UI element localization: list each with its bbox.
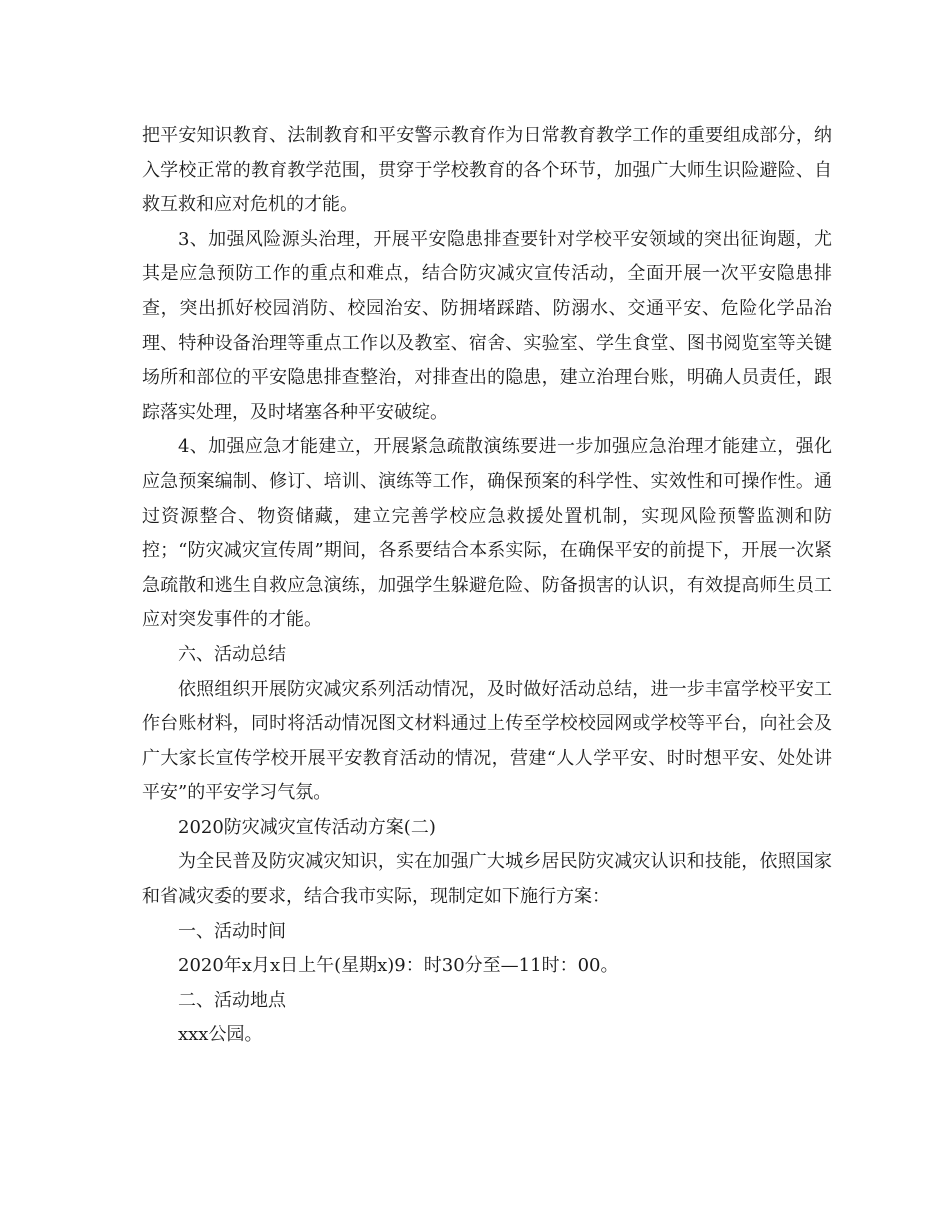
plan-title-two: 2020防灾减灾宣传活动方案(二): [178, 816, 436, 838]
paragraph-activity-location: xxx公园。: [178, 1024, 263, 1046]
paragraph-safety-education: 把平安知识教育、法制教育和平安警示教育作为日常教育教学工作的重要组成部分，纳入学校正常的教育教学范围，贯穿于学校教育的各个环节，加强广大师生识险避险、自救互救和应对危机的才能。: [142, 125, 832, 216]
section-heading-activity-summary: 六、活动总结: [178, 643, 286, 665]
section-heading-activity-time: 一、活动时间: [178, 920, 286, 942]
paragraph-activity-time: 2020年x月x日上午(星期x)9：时30分至—11时：00。: [178, 955, 619, 977]
paragraph-emergency-capability: 4、加强应急才能建立，开展紧急疏散演练要进一步加强应急治理才能建立，强化应急预案编制、修订、培训、演练等工作，确保预案的科学性、实效性和可操作性。通过资源整合、物资储藏，建立完善学校应急救援处置机制，实现风险预警监测和防控；“防灾减灾宣传周”期间，各系要结合本系实际，在确保平安的前提下，开展一次紧急疏散和逃生自救应急演练，加强学生躲避危险、防备损害的认识，有效提高师生员工应对突发事件的才能。: [142, 436, 832, 631]
paragraph-risk-source-governance: 3、加强风险源头治理，开展平安隐患排查要针对学校平安领域的突出征询题，尤其是应急预防工作的重点和难点，结合防灾减灾宣传活动，全面开展一次平安隐患排查，突出抓好校园消防、校园治安、防拥堵踩踏、防溺水、交通平安、危险化学品治理、特种设备治理等重点工作以及教室、宿舍、实验室、学生食堂、图书阅览室等关键场所和部位的平安隐患排查整治，对排查出的隐患，建立治理台账，明确人员责任，跟踪落实处理，及时堵塞各种平安破绽。: [142, 228, 832, 423]
paragraph-plan-intro: 为全民普及防灾减灾知识，实在加强广大城乡居民防灾减灾认识和技能，依照国家和省减灾委的要求，结合我市实际，现制定如下施行方案：: [142, 851, 832, 908]
document-body: [142, 119, 832, 1053]
section-heading-activity-location: 二、活动地点: [178, 989, 286, 1011]
paragraph-activity-summary: 依照组织开展防灾减灾系列活动情况，及时做好活动总结，进一步丰富学校平安工作台账材料，同时将活动情况图文材料通过上传至学校校园网或学校等平台，向社会及广大家长宣传学校开展平安教育活动的情况，营建“人人学平安、时时想平安、处处讲平安”的平安学习气氛。: [142, 678, 832, 804]
